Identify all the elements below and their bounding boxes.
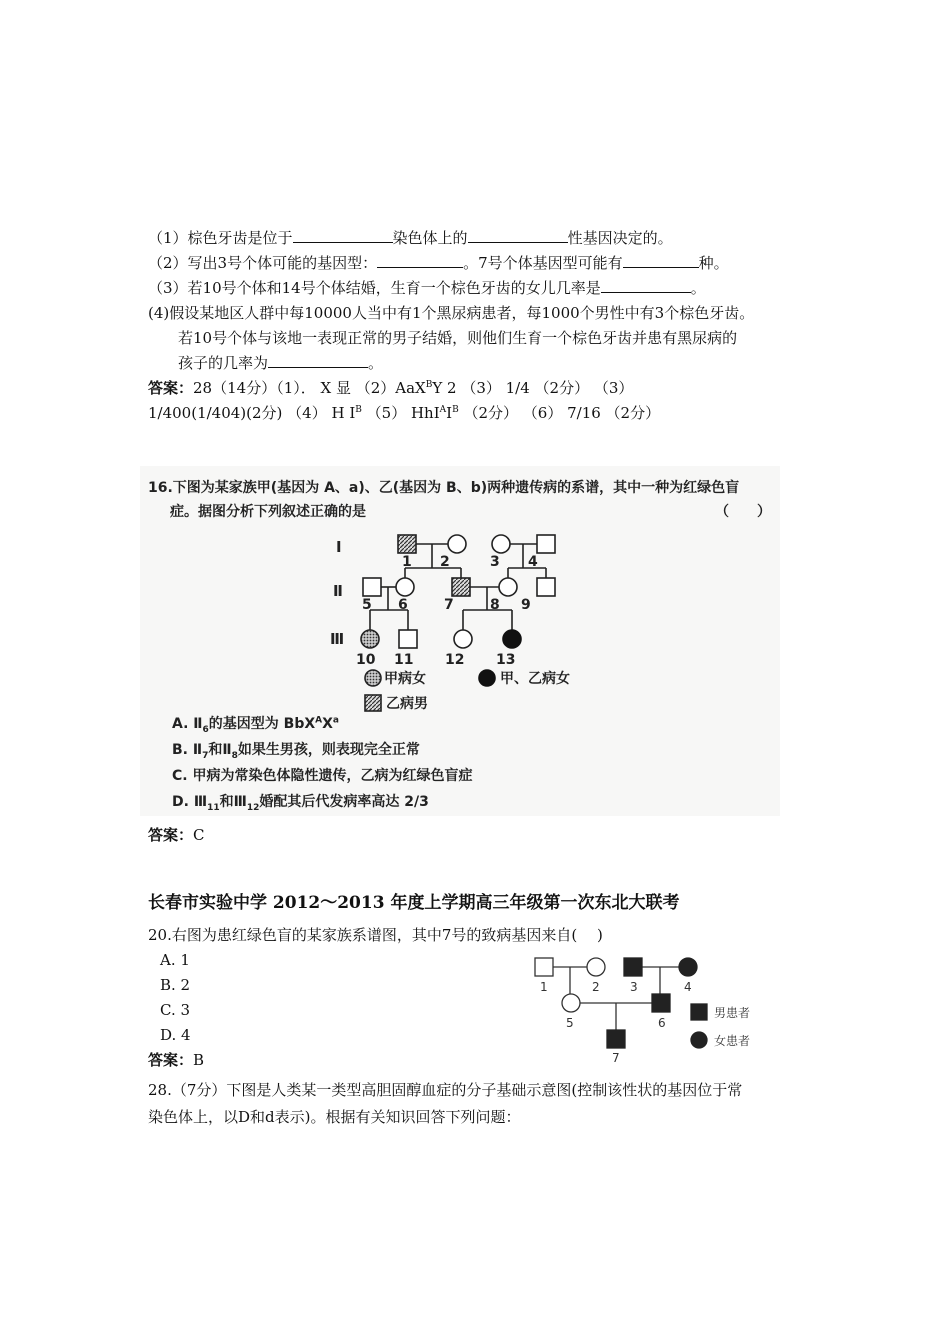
- q-line-5: 若10号个体与该地一表现正常的男子结婚，则他们生育一个棕色牙齿并患有黑尿病的: [178, 329, 738, 347]
- q20-pedigree-6-male-affected: [652, 994, 670, 1012]
- q16-option-d[interactable]: D. $Ⅲ_{11}$和$Ⅲ_{12}$婚配其后代发病率高达 2/3: [172, 794, 429, 813]
- q-line-6: 孩子的几率为 。: [178, 354, 384, 372]
- legend-female-affected-icon: [691, 1032, 707, 1048]
- pedigree-number: 4: [528, 554, 538, 570]
- q20-pedigree-number: 4: [684, 980, 692, 994]
- pedigree-number: 6: [398, 597, 408, 613]
- q20-pedigree-number: 6: [658, 1016, 666, 1030]
- q20-pedigree-number: 1: [540, 980, 548, 994]
- legend-label: 甲病女: [384, 671, 426, 687]
- answer-blank[interactable]: [268, 353, 368, 368]
- q28-line-2: 染色体上，以D和d表示)。根据有关知识回答下列问题：: [148, 1108, 521, 1126]
- pedigree-number: 8: [490, 597, 500, 613]
- q20-pedigree-5-female: [562, 994, 580, 1012]
- q16-option-b[interactable]: B. $Ⅱ_7$和$Ⅱ_8$如果生男孩，则表现完全正常: [172, 742, 420, 761]
- pedigree-number: 2: [440, 554, 450, 570]
- q20-option-d[interactable]: D. 4: [160, 1026, 191, 1044]
- pedigree-number: 10: [356, 652, 376, 668]
- q20-pedigree-3-male-affected: [624, 958, 642, 976]
- q20-stem: 20.右图为患红绿色盲的某家族系谱图，其中7号的致病基因来自( ): [148, 926, 603, 944]
- q16-option-a[interactable]: A. $Ⅱ_6$的基因型为 $BbX^AX^a$: [172, 715, 339, 735]
- q-line-3: （3）若10号个体和14号个体结婚，生育一个棕色牙齿的女儿几率是 。: [148, 279, 706, 297]
- q20-pedigree-1-male: [535, 958, 553, 976]
- answer-line-1: 答案：28（14分）（1）． X 显 （2）AaX$^B$Y 2 （3） 1/4 （2分） （3）: [148, 379, 634, 397]
- q16-option-c[interactable]: C. 甲病为常染色体隐性遗传，乙病为红绿色盲症: [172, 768, 473, 784]
- legend-label: 女患者: [714, 1034, 751, 1048]
- gen-label-III: Ⅲ: [330, 630, 345, 648]
- answer-line-2: 1/400(1/404)(2分) （4） H $I^B$ （5） $HhI^AI^B$ （2分） （6） 7/16 （2分）: [148, 404, 661, 422]
- q20-pedigree-number: 5: [566, 1016, 574, 1030]
- q-line-4: (4)假设某地区人群中每10000人当中有1个黑尿病患者，每1000个男性中有3个棕色牙齿。: [148, 304, 755, 322]
- q16-paren: （ ）: [715, 504, 771, 520]
- q20-pedigree-number: 2: [592, 980, 600, 994]
- answer-blank[interactable]: [293, 228, 393, 243]
- answer-blank[interactable]: [601, 278, 691, 293]
- q16-stem-1: 16.下图为某家族甲(基因为 A、a)、乙(基因为 B、b)两种遗传病的系谱，其中一种为红绿色盲: [148, 480, 740, 496]
- gen-label-I: Ⅰ: [336, 538, 342, 556]
- pedigree-number: 9: [521, 597, 531, 613]
- q20-pedigree-number: 3: [630, 980, 638, 994]
- q28-line-1: 28.（7分）下图是人类某一类型高胆固醇血症的分子基础示意图(控制该性状的基因位于常: [148, 1081, 743, 1099]
- legend-label: 甲、乙病女: [500, 671, 570, 687]
- pedigree-number: 12: [445, 652, 465, 668]
- answer-blank[interactable]: [468, 228, 568, 243]
- q20-option-b[interactable]: B. 2: [160, 976, 191, 994]
- q-line-1: （1）棕色牙齿是位于 染色体上的 性基因决定的。: [148, 229, 673, 247]
- pedigree-number: 11: [394, 652, 414, 668]
- q20-pedigree-2-female: [587, 958, 605, 976]
- q16-stem-2: 症。据图分析下列叙述正确的是: [170, 504, 366, 520]
- gen-label-II: Ⅱ: [333, 582, 343, 600]
- pedigree-number: 3: [490, 554, 500, 570]
- q20-pedigree-7-male-affected: [607, 1030, 625, 1048]
- answer-blank[interactable]: [377, 253, 463, 268]
- legend-label: 乙病男: [386, 696, 428, 712]
- q20-pedigree-4-female-affected: [679, 958, 697, 976]
- q20-pedigree-number: 7: [612, 1051, 620, 1065]
- q20-answer: 答案：B: [148, 1051, 205, 1069]
- q-line-2: （2）写出3号个体可能的基因型： 。7号个体基因型可能有 种。: [148, 254, 729, 272]
- section-title: 长春市实验中学 2012～2013 年度上学期高三年级第一次东北大联考: [148, 893, 680, 913]
- pedigree-number: 1: [402, 554, 412, 570]
- q20-option-a[interactable]: A. 1: [160, 951, 190, 969]
- pedigree-number: 13: [496, 652, 516, 668]
- q16-answer: 答案：C: [148, 826, 205, 844]
- pedigree-number: 5: [362, 597, 372, 613]
- legend-male-affected-icon: [691, 1004, 707, 1020]
- pedigree-number: 7: [444, 597, 454, 613]
- q20-option-c[interactable]: C. 3: [160, 1001, 191, 1019]
- answer-blank[interactable]: [623, 253, 699, 268]
- legend-label: 男患者: [714, 1006, 751, 1020]
